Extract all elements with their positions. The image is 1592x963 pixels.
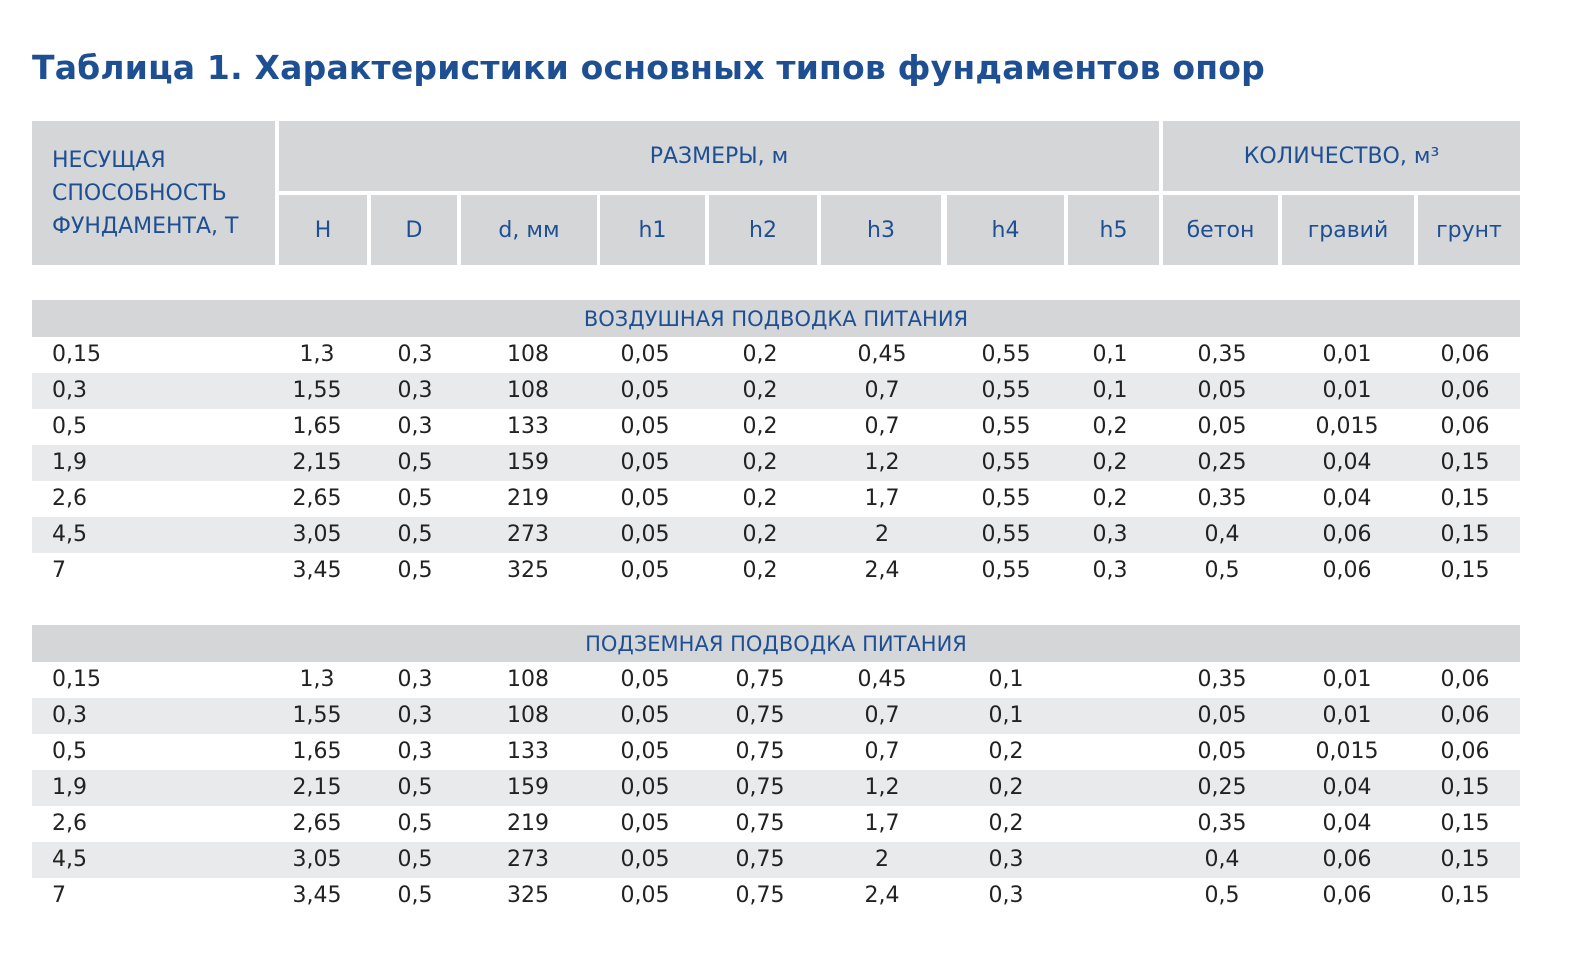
table-cell: 0,2 [742, 450, 778, 475]
table-cell: 0,2 [742, 558, 778, 583]
table-cell: 2 [875, 847, 889, 872]
row-capacity-cell: 1,9 [52, 775, 87, 800]
row-capacity-cell: 0,5 [52, 414, 87, 439]
table-cell: 0,3 [397, 739, 433, 764]
table-cell: 0,35 [1197, 342, 1247, 367]
table-cell: 0,3 [397, 414, 433, 439]
table-cell: 0,5 [1204, 883, 1240, 908]
table-cell: 0,06 [1322, 847, 1372, 872]
table-cell: 2,4 [864, 558, 900, 583]
table-row [32, 878, 1520, 914]
table-cell: 0,7 [864, 703, 900, 728]
column-header-concrete: бетон [1163, 195, 1278, 265]
row-capacity-cell: 1,9 [52, 450, 87, 475]
row-capacity-cell: 0,3 [52, 703, 87, 728]
row-capacity-cell: 7 [52, 883, 66, 908]
table-cell: 0,7 [864, 414, 900, 439]
table-cell: 0,75 [735, 667, 785, 692]
column-header-h1: h1 [600, 195, 705, 265]
table-cell: 0,15 [1440, 883, 1490, 908]
table-cell: 0,04 [1322, 811, 1372, 836]
table-cell: 0,75 [735, 739, 785, 764]
table-row [32, 517, 1520, 553]
table-cell: 0,15 [1440, 847, 1490, 872]
table-cell: 0,01 [1322, 378, 1372, 403]
table-cell: 3,05 [292, 522, 342, 547]
header-sizes-group: РАЗМЕРЫ, м [279, 121, 1159, 191]
row-capacity-cell: 2,6 [52, 811, 87, 836]
table-cell: 0,04 [1322, 775, 1372, 800]
table-cell: 0,06 [1440, 378, 1490, 403]
table-cell: 0,2 [742, 342, 778, 367]
row-capacity-cell: 0,5 [52, 739, 87, 764]
table-cell: 0,55 [981, 558, 1031, 583]
table-cell: 219 [507, 811, 549, 836]
table-cell: 273 [507, 522, 549, 547]
table-cell [1070, 698, 1150, 734]
table-cell: 325 [507, 883, 549, 908]
table-cell: 0,015 [1315, 739, 1379, 764]
table-cell: 0,1 [988, 667, 1024, 692]
table-cell: 0,5 [397, 450, 433, 475]
table-cell: 1,55 [292, 378, 342, 403]
table-cell: 3,05 [292, 847, 342, 872]
table-cell: 0,2 [742, 486, 778, 511]
table-cell: 0,25 [1197, 775, 1247, 800]
column-header-d-diameter: D [371, 195, 457, 265]
table-cell: 2 [875, 522, 889, 547]
table-cell: 108 [507, 703, 549, 728]
table-cell: 0,3 [397, 342, 433, 367]
table-cell: 0,35 [1197, 486, 1247, 511]
table-cell: 108 [507, 342, 549, 367]
table-cell: 0,05 [620, 522, 670, 547]
table-cell: 0,75 [735, 775, 785, 800]
table-cell: 0,15 [1440, 450, 1490, 475]
table-row [32, 445, 1520, 481]
table-cell: 159 [507, 450, 549, 475]
table-cell: 0,3 [1092, 558, 1128, 583]
column-header-h2: h2 [709, 195, 817, 265]
table-cell: 0,75 [735, 811, 785, 836]
table-cell: 1,7 [864, 486, 900, 511]
table-cell: 0,15 [1440, 775, 1490, 800]
table-cell: 0,01 [1322, 667, 1372, 692]
table-cell: 0,05 [1197, 703, 1247, 728]
table-cell: 1,65 [292, 739, 342, 764]
table-cell: 0,06 [1322, 558, 1372, 583]
table-cell: 0,55 [981, 522, 1031, 547]
table-cell: 3,45 [292, 883, 342, 908]
table-cell: 0,45 [857, 667, 907, 692]
table-cell: 0,45 [857, 342, 907, 367]
table-cell: 0,2 [742, 522, 778, 547]
table-cell: 0,3 [988, 847, 1024, 872]
table-cell: 0,05 [620, 342, 670, 367]
table-cell: 133 [507, 414, 549, 439]
table-cell: 0,05 [1197, 378, 1247, 403]
table-cell: 0,06 [1322, 522, 1372, 547]
table-cell: 1,2 [864, 450, 900, 475]
table-cell [1070, 734, 1150, 770]
table-cell: 0,5 [397, 847, 433, 872]
table-cell: 0,75 [735, 703, 785, 728]
table-cell: 0,06 [1322, 883, 1372, 908]
table-cell: 0,05 [620, 775, 670, 800]
table-cell: 0,75 [735, 883, 785, 908]
header-capacity: НЕСУЩАЯ СПОСОБНОСТЬ ФУНДАМЕНТА, Т [32, 121, 275, 265]
table-cell: 0,3 [397, 703, 433, 728]
section-title: ВОЗДУШНАЯ ПОДВОДКА ПИТАНИЯ [32, 300, 1520, 337]
table-cell [1070, 770, 1150, 806]
table-cell: 0,25 [1197, 450, 1247, 475]
table-cell: 0,35 [1197, 667, 1247, 692]
table-cell: 0,2 [1092, 450, 1128, 475]
table-cell: 1,3 [299, 342, 335, 367]
table-cell: 0,1 [988, 703, 1024, 728]
table-cell: 0,2 [742, 378, 778, 403]
table-cell: 0,4 [1204, 847, 1240, 872]
table-cell: 0,06 [1440, 667, 1490, 692]
table-title: Таблица 1. Характеристики основных типов фундаментов опор [32, 48, 1265, 87]
table-cell [1070, 806, 1150, 842]
table-cell: 0,05 [1197, 739, 1247, 764]
table-cell: 2,65 [292, 486, 342, 511]
row-capacity-cell: 2,6 [52, 486, 87, 511]
table-row [32, 770, 1520, 806]
table-cell: 0,2 [742, 414, 778, 439]
table-cell: 0,55 [981, 378, 1031, 403]
table-cell: 0,05 [620, 703, 670, 728]
table-cell: 0,05 [620, 739, 670, 764]
table-cell: 0,01 [1322, 703, 1372, 728]
table-cell: 0,06 [1440, 342, 1490, 367]
table-cell: 0,04 [1322, 486, 1372, 511]
table-cell: 0,1 [1092, 342, 1128, 367]
table-cell: 0,55 [981, 450, 1031, 475]
row-capacity-cell: 7 [52, 558, 66, 583]
table-cell: 0,2 [988, 811, 1024, 836]
table-cell: 0,06 [1440, 703, 1490, 728]
column-header-d-mm: d, мм [461, 195, 597, 265]
table-row [32, 553, 1520, 589]
table-cell: 0,15 [1440, 811, 1490, 836]
table-cell: 0,55 [981, 342, 1031, 367]
table-cell: 0,5 [397, 883, 433, 908]
table-cell: 0,05 [620, 847, 670, 872]
table-cell: 133 [507, 739, 549, 764]
table-cell: 159 [507, 775, 549, 800]
table-cell: 0,7 [864, 739, 900, 764]
table-row [32, 662, 1520, 698]
table-cell: 0,5 [397, 811, 433, 836]
table-cell: 2,15 [292, 775, 342, 800]
table-cell: 0,3 [1092, 522, 1128, 547]
table-cell: 0,05 [620, 450, 670, 475]
table-row [32, 698, 1520, 734]
table-cell: 3,45 [292, 558, 342, 583]
row-capacity-cell: 0,15 [52, 342, 101, 367]
table-row [32, 481, 1520, 517]
table-cell: 0,75 [735, 847, 785, 872]
table-row [32, 373, 1520, 409]
table-cell: 273 [507, 847, 549, 872]
table-cell: 0,2 [1092, 486, 1128, 511]
section-title: ПОДЗЕМНАЯ ПОДВОДКА ПИТАНИЯ [32, 625, 1520, 662]
table-cell: 0,15 [1440, 522, 1490, 547]
table-cell: 0,05 [620, 811, 670, 836]
column-header-soil: грунт [1418, 195, 1520, 265]
table-cell: 0,5 [397, 486, 433, 511]
table-cell: 0,05 [620, 558, 670, 583]
table-cell: 0,4 [1204, 522, 1240, 547]
table-cell: 0,7 [864, 378, 900, 403]
table-cell: 0,1 [1092, 378, 1128, 403]
table-cell: 0,3 [988, 883, 1024, 908]
table-cell: 325 [507, 558, 549, 583]
table-cell: 0,015 [1315, 414, 1379, 439]
table-cell: 1,55 [292, 703, 342, 728]
table-row [32, 337, 1520, 373]
table-cell: 0,5 [397, 775, 433, 800]
table-cell: 108 [507, 667, 549, 692]
table-cell [1070, 878, 1150, 914]
table-cell: 0,5 [1204, 558, 1240, 583]
table-cell: 0,35 [1197, 811, 1247, 836]
table-cell: 0,3 [397, 667, 433, 692]
table-cell [1070, 662, 1150, 698]
table-cell: 219 [507, 486, 549, 511]
column-header-h-height: H [279, 195, 367, 265]
table-cell: 1,2 [864, 775, 900, 800]
header-quantity-group: КОЛИЧЕСТВО, м³ [1163, 121, 1520, 191]
table-cell: 0,15 [1440, 486, 1490, 511]
table-cell: 0,05 [620, 378, 670, 403]
row-capacity-cell: 4,5 [52, 847, 87, 872]
row-capacity-cell: 0,15 [52, 667, 101, 692]
table-row [32, 806, 1520, 842]
table-cell: 0,05 [620, 486, 670, 511]
table-cell: 0,3 [397, 378, 433, 403]
table-cell: 2,4 [864, 883, 900, 908]
row-capacity-cell: 4,5 [52, 522, 87, 547]
table-cell: 1,7 [864, 811, 900, 836]
table-cell: 0,06 [1440, 739, 1490, 764]
column-header-gravel: гравий [1282, 195, 1414, 265]
table-cell: 0,05 [1197, 414, 1247, 439]
table-cell: 0,2 [988, 739, 1024, 764]
table-cell: 0,05 [620, 414, 670, 439]
column-header-h5: h5 [1068, 195, 1159, 265]
table-cell: 108 [507, 378, 549, 403]
row-capacity-cell: 0,3 [52, 378, 87, 403]
table-cell: 0,05 [620, 667, 670, 692]
table-row [32, 842, 1520, 878]
table-cell: 0,04 [1322, 450, 1372, 475]
table-row [32, 409, 1520, 445]
table-cell [1070, 842, 1150, 878]
table-cell: 0,5 [397, 522, 433, 547]
table-cell: 0,2 [1092, 414, 1128, 439]
column-header-h3: h3 [821, 195, 941, 265]
table-cell: 0,15 [1440, 558, 1490, 583]
table-cell: 0,01 [1322, 342, 1372, 367]
table-cell: 0,06 [1440, 414, 1490, 439]
table-cell: 1,3 [299, 667, 335, 692]
table-cell: 0,5 [397, 558, 433, 583]
table-cell: 2,15 [292, 450, 342, 475]
table-cell: 2,65 [292, 811, 342, 836]
table-cell: 0,2 [988, 775, 1024, 800]
table-cell: 0,55 [981, 414, 1031, 439]
table-row [32, 734, 1520, 770]
column-header-h4: h4 [947, 195, 1064, 265]
table-cell: 0,55 [981, 486, 1031, 511]
table-cell: 1,65 [292, 414, 342, 439]
table-cell: 0,05 [620, 883, 670, 908]
